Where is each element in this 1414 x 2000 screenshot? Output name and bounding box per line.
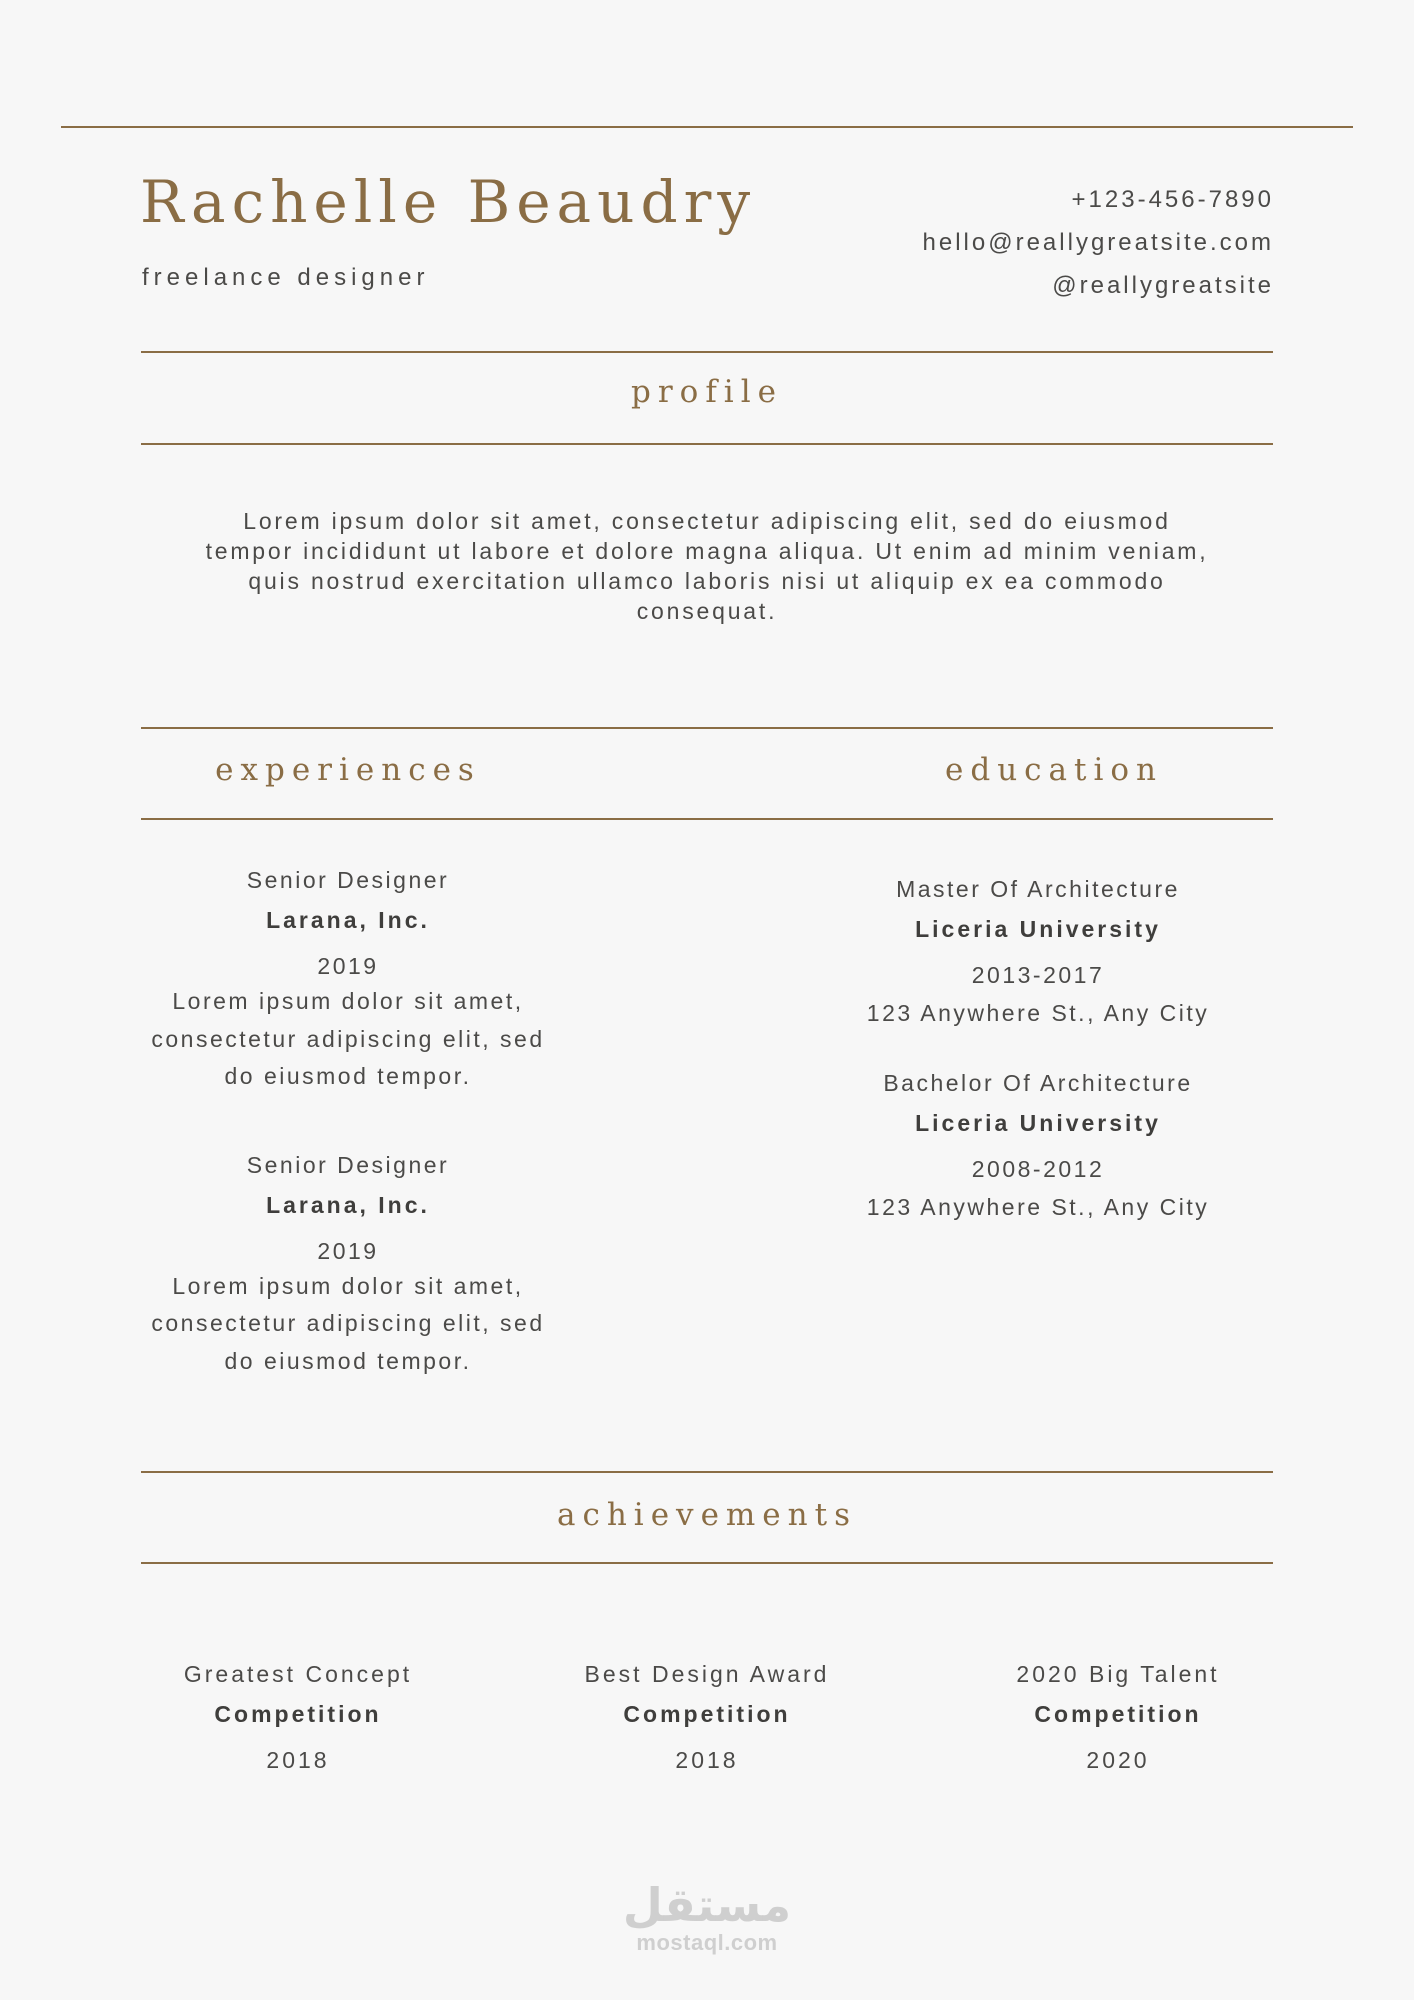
achievement-item xyxy=(128,1659,468,1775)
achievements-divider-top xyxy=(141,1471,1273,1473)
achievement-title: 2020 Big Talent xyxy=(1016,1661,1220,1687)
resume-name: Rachelle Beaudry xyxy=(140,168,757,236)
education-address: 123 Anywhere St., Any City xyxy=(866,1194,1210,1220)
achievement-subtitle: Competition xyxy=(623,1701,791,1727)
achievements-heading: achievements xyxy=(556,1497,857,1533)
achievement-item xyxy=(948,1659,1288,1775)
experience-description: Lorem ipsum dolor sit amet, consectetur adipiscing elit, sed do eiusmod tempor. xyxy=(151,988,545,1089)
experience-title: Senior Designer xyxy=(246,1151,450,1178)
contact-block xyxy=(923,178,1274,307)
education-school: Liceria University xyxy=(915,916,1161,942)
watermark-logo-glyph: مستقل xyxy=(622,1879,792,1931)
education-years: 2013-2017 xyxy=(971,962,1105,988)
social-handle: @reallygreatsite xyxy=(1052,272,1274,299)
experience-list xyxy=(148,865,548,1380)
experience-divider-top xyxy=(141,727,1273,729)
education-heading: education xyxy=(945,752,1163,788)
achievement-item xyxy=(537,1659,877,1775)
profile-text: Lorem ipsum dolor sit amet, consectetur adipiscing elit, sed do eiusmod tempor incididunt ut labore et dolore magna aliqua. Ut enim ad minim veniam, quis nostrud exercitation ullamco laboris nisi ut aliquip ex ea commodo consequat. xyxy=(205,508,1209,624)
education-list xyxy=(838,874,1238,1222)
experience-item xyxy=(148,1150,548,1381)
experience-company: Larana, Inc. xyxy=(266,1191,430,1218)
experience-year: 2019 xyxy=(317,953,379,979)
achievement-year: 2018 xyxy=(266,1747,330,1773)
profile-divider-top xyxy=(141,351,1273,353)
top-divider xyxy=(61,126,1353,128)
phone-number: +123-456-7890 xyxy=(1071,186,1274,213)
achievement-year: 2018 xyxy=(675,1747,739,1773)
achievement-subtitle: Competition xyxy=(214,1701,382,1727)
email-address: hello@reallygreatsite.com xyxy=(922,229,1274,256)
experience-description: Lorem ipsum dolor sit amet, consectetur adipiscing elit, sed do eiusmod tempor. xyxy=(151,1272,545,1374)
experience-title: Senior Designer xyxy=(246,867,450,893)
profile-heading: profile xyxy=(631,374,783,410)
education-item xyxy=(838,1068,1238,1222)
experience-divider-bottom xyxy=(141,818,1273,820)
achievement-title: Best Design Award xyxy=(584,1661,830,1687)
education-degree: Master Of Architecture xyxy=(896,876,1180,902)
education-school: Liceria University xyxy=(915,1110,1161,1136)
job-tagline: freelance designer xyxy=(142,264,430,291)
education-degree: Bachelor Of Architecture xyxy=(883,1070,1193,1096)
education-address: 123 Anywhere St., Any City xyxy=(866,1000,1210,1026)
experience-company: Larana, Inc. xyxy=(266,907,430,933)
achievements-divider-bottom xyxy=(141,1562,1273,1564)
watermark-site: mostaql.com xyxy=(636,1930,778,1955)
watermark-logo xyxy=(607,1880,807,1956)
experiences-heading: experiences xyxy=(215,752,481,788)
experience-year: 2019 xyxy=(317,1237,379,1264)
achievement-year: 2020 xyxy=(1086,1747,1150,1773)
education-years: 2008-2012 xyxy=(971,1156,1105,1182)
achievement-title: Greatest Concept xyxy=(183,1661,413,1687)
achievement-subtitle: Competition xyxy=(1034,1701,1202,1727)
profile-divider-bottom xyxy=(141,443,1273,445)
education-item xyxy=(838,874,1238,1028)
experience-item xyxy=(148,865,548,1096)
